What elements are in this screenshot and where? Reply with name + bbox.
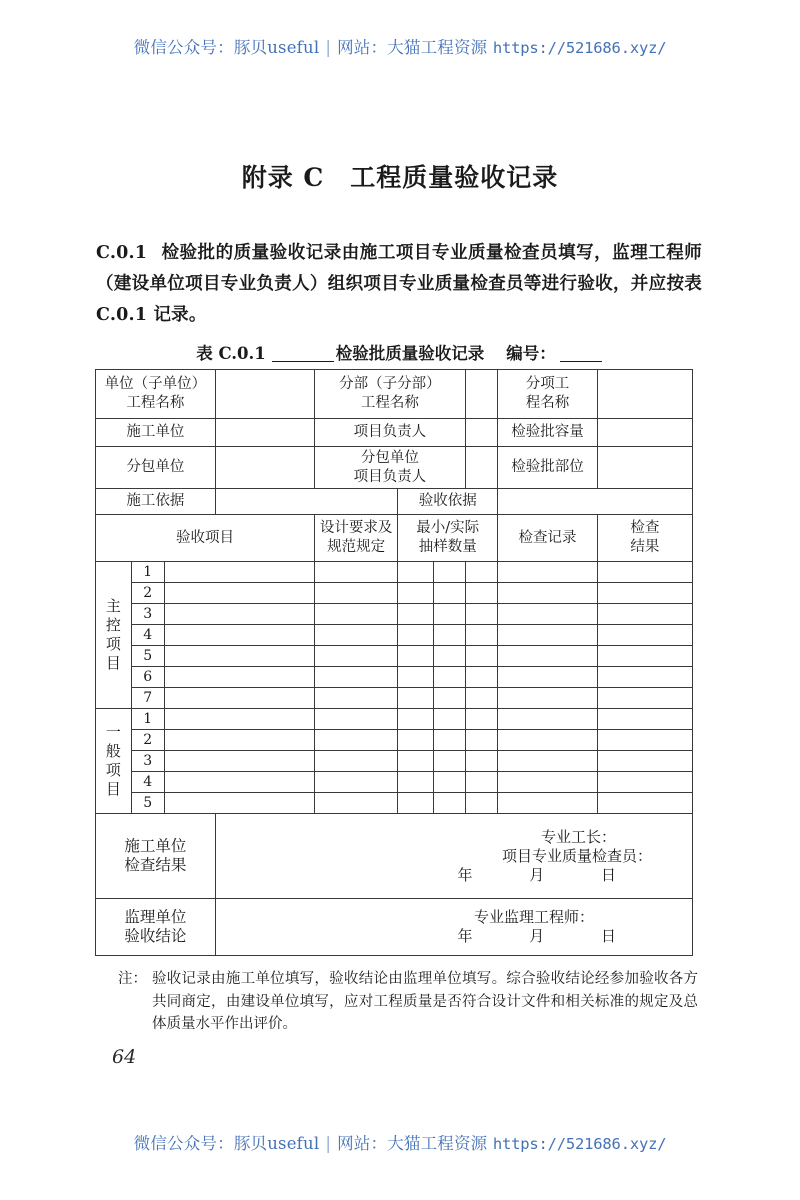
cell-result[interactable]: [597, 730, 692, 751]
contractor-date-line: 年 月 日: [457, 865, 642, 884]
row-index: 2: [131, 730, 164, 751]
table-row-basis: [96, 489, 693, 515]
cell-sample-a[interactable]: [398, 562, 434, 583]
cell-spec[interactable]: [315, 772, 398, 793]
cell-sample-b[interactable]: [433, 730, 465, 751]
cell-spec[interactable]: [315, 667, 398, 688]
cell-item-text[interactable]: [164, 772, 315, 793]
table-caption-number: 表 C.0.1: [196, 344, 266, 363]
table-caption-number-label: 编号：: [506, 344, 556, 363]
cell-sample-c[interactable]: [465, 646, 498, 667]
cell-record[interactable]: [498, 667, 597, 688]
table-row: [96, 688, 693, 709]
header-wechat-name: 豚贝useful: [233, 38, 320, 57]
row-index: 4: [131, 772, 164, 793]
table-row: [96, 730, 693, 751]
cell-result[interactable]: [597, 709, 692, 730]
cell-result[interactable]: [597, 583, 692, 604]
table-row: [96, 709, 693, 730]
supervisor-conclusion-label: [96, 899, 216, 956]
cell-record[interactable]: [498, 709, 597, 730]
subitem-project-label-line1: 分项工: [525, 376, 570, 392]
column-header-sampling: [398, 515, 498, 562]
cell-sample-c[interactable]: [465, 562, 498, 583]
cell-unit-project-value[interactable]: [215, 370, 314, 419]
clause-text: 检验批的质量验收记录由施工项目专业质量检查员填写，监理工程师（建设单位项目专业负责人）组织项目专业质量检查员等进行验收，并应按表 C.0.1 记录。: [96, 243, 702, 325]
cell-sample-c[interactable]: [465, 751, 498, 772]
cell-sample-c[interactable]: [465, 730, 498, 751]
cell-sample-c[interactable]: [465, 772, 498, 793]
column-header-item: 验收项目: [96, 515, 315, 562]
cell-sample-b[interactable]: [433, 793, 465, 814]
row-index: 1: [131, 709, 164, 730]
group-label-char-2: 控: [105, 616, 121, 634]
header-wechat-label: 微信公众号：: [133, 38, 234, 57]
group-label-char-4: 目: [105, 654, 121, 672]
cell-record[interactable]: [498, 730, 597, 751]
row-index: 4: [131, 625, 164, 646]
group-label-char-3: 项: [105, 761, 121, 779]
cell-subitem-project-value[interactable]: [597, 370, 692, 419]
appendix-title-text: 工程质量验收记录: [350, 163, 559, 192]
cell-sample-c[interactable]: [465, 625, 498, 646]
cell-sample-a[interactable]: [398, 604, 434, 625]
cell-result[interactable]: [597, 772, 692, 793]
cell-sample-a[interactable]: [398, 793, 434, 814]
row-index: 5: [131, 646, 164, 667]
group-label-main-control: [96, 562, 132, 709]
cell-sample-c[interactable]: [465, 709, 498, 730]
cell-sample-c[interactable]: [465, 604, 498, 625]
cell-spec[interactable]: [315, 793, 398, 814]
column-header-sampling-line2: 抽样数量: [418, 539, 477, 555]
column-header-record: 检查记录: [498, 515, 597, 562]
cell-record[interactable]: [498, 583, 597, 604]
row-index: 7: [131, 688, 164, 709]
table-row: [96, 772, 693, 793]
cell-acceptance-basis-value[interactable]: [498, 489, 693, 515]
group-label-general: [96, 709, 132, 814]
column-header-result-line2: 结果: [630, 539, 660, 555]
cell-sample-a[interactable]: [398, 730, 434, 751]
column-header-result: [597, 515, 692, 562]
appendix-label: 附录 C: [241, 163, 325, 192]
table-row: [96, 625, 693, 646]
cell-record[interactable]: [498, 646, 597, 667]
cell-sample-a[interactable]: [398, 646, 434, 667]
cell-result[interactable]: [597, 688, 692, 709]
cell-item-text[interactable]: [164, 583, 315, 604]
cell-sample-a[interactable]: [398, 667, 434, 688]
cell-division-project-value[interactable]: [465, 370, 498, 419]
column-header-spec-line1: 设计要求及: [319, 520, 393, 536]
cell-spec[interactable]: [315, 562, 398, 583]
page-header-watermark: [0, 34, 800, 58]
cell-contractor-label: 施工单位: [96, 419, 216, 447]
cell-item-text[interactable]: [164, 646, 315, 667]
table-row: [96, 667, 693, 688]
supervisor-engineer-signature-line: 专业监理工程师：: [473, 908, 594, 926]
row-index: 3: [131, 604, 164, 625]
footer-wechat-label: 微信公众号：: [133, 1134, 234, 1153]
row-index: 3: [131, 751, 164, 772]
footer-wechat-name: 豚贝useful: [233, 1134, 320, 1153]
foreman-signature-line: 专业工长：: [540, 827, 616, 846]
group-label-char-2: 般: [105, 742, 121, 760]
cell-spec[interactable]: [315, 688, 398, 709]
table-caption-number-blank: [560, 361, 602, 362]
cell-lot-capacity-label: 检验批容量: [498, 419, 597, 447]
cell-result[interactable]: [597, 793, 692, 814]
header-site-name: 大猫工程资源: [387, 38, 488, 57]
cell-project-manager-value[interactable]: [465, 419, 498, 447]
subcontractor-manager-label-line1: 分包单位: [360, 449, 419, 466]
cell-sample-c[interactable]: [465, 688, 498, 709]
unit-project-label-line1: 单位（子单位）: [104, 376, 207, 392]
group-label-char-1: 主: [105, 597, 121, 615]
note-text: 验收记录由施工单位填写，验收结论由监理单位填写。综合验收结论经参加验收各方共同商定，由建设单位填写，应对工程质量是否符合设计文件和相关标准的规定及总体质量水平作出评价。: [152, 971, 698, 1032]
cell-lot-capacity-value[interactable]: [597, 419, 692, 447]
table-row-supervisor-conclusion: [96, 899, 693, 956]
row-index: 5: [131, 793, 164, 814]
clause-number: C.0.1: [96, 243, 148, 263]
group-label-char-3: 项: [105, 635, 121, 653]
table-row-subcontractor: [96, 447, 693, 489]
footer-site-name: 大猫工程资源: [387, 1134, 488, 1153]
cell-sample-b[interactable]: [433, 625, 465, 646]
cell-contractor-value[interactable]: [215, 419, 314, 447]
cell-spec[interactable]: [315, 625, 398, 646]
contractor-conclusion-label: [96, 814, 216, 899]
group-label-char-4: 目: [105, 780, 121, 798]
division-project-label-line2: 工程名称: [360, 395, 419, 411]
table-row: [96, 562, 693, 583]
cell-spec[interactable]: [315, 709, 398, 730]
table-row: [96, 646, 693, 667]
footer-site-label: 网站：: [337, 1134, 388, 1153]
cell-result[interactable]: [597, 604, 692, 625]
cell-sample-b[interactable]: [433, 562, 465, 583]
cell-subcontractor-manager-value[interactable]: [465, 447, 498, 489]
cell-construction-basis-label: 施工依据: [96, 489, 216, 515]
cell-sample-c[interactable]: [465, 583, 498, 604]
header-url: https://521686.xyz/: [492, 39, 667, 57]
cell-result[interactable]: [597, 646, 692, 667]
appendix-title: [0, 158, 800, 194]
cell-result[interactable]: [597, 562, 692, 583]
table-caption: [96, 340, 702, 364]
cell-sample-b[interactable]: [433, 646, 465, 667]
cell-spec[interactable]: [315, 751, 398, 772]
table-row: [96, 751, 693, 772]
column-header-sampling-line1: 最小/实际: [416, 520, 480, 536]
cell-record[interactable]: [498, 688, 597, 709]
row-index: 6: [131, 667, 164, 688]
cell-sample-b[interactable]: [433, 688, 465, 709]
inspection-lot-form-table: [95, 369, 693, 956]
cell-acceptance-basis-label: 验收依据: [398, 489, 498, 515]
supervisor-date-line: 年 月 日: [457, 927, 642, 945]
cell-item-text[interactable]: [164, 625, 315, 646]
footer-url: https://521686.xyz/: [492, 1135, 667, 1153]
footer-separator: |: [325, 1134, 332, 1153]
cell-sample-b[interactable]: [433, 709, 465, 730]
supervisor-conclusion-label-line1: 监理单位: [124, 908, 187, 926]
header-separator: |: [325, 38, 332, 57]
cell-item-text[interactable]: [164, 604, 315, 625]
cell-lot-location-label: 检验批部位: [498, 447, 597, 489]
page-number: 64: [112, 1046, 137, 1068]
cell-sample-a[interactable]: [398, 709, 434, 730]
table-row: [96, 583, 693, 604]
page-footer-watermark: [0, 1130, 800, 1154]
cell-project-manager-label: 项目负责人: [315, 419, 466, 447]
row-index: 1: [131, 562, 164, 583]
cell-sample-a[interactable]: [398, 751, 434, 772]
cell-sample-b[interactable]: [433, 604, 465, 625]
cell-item-text[interactable]: [164, 667, 315, 688]
table-caption-title: 检验批质量验收记录: [335, 344, 485, 363]
cell-record[interactable]: [498, 793, 597, 814]
column-header-spec: [315, 515, 398, 562]
table-row-contractor-conclusion: [96, 814, 693, 899]
quality-inspector-signature-line: 项目专业质量检查员：: [501, 846, 652, 865]
cell-record[interactable]: [498, 772, 597, 793]
group-label-char-1: 一: [105, 723, 121, 741]
cell-sample-a[interactable]: [398, 583, 434, 604]
table-row: [96, 793, 693, 814]
cell-spec[interactable]: [315, 730, 398, 751]
division-project-label-line1: 分部（子分部）: [339, 376, 441, 392]
cell-result[interactable]: [597, 625, 692, 646]
cell-sample-a[interactable]: [398, 625, 434, 646]
supervisor-conclusion-body[interactable]: [215, 899, 692, 956]
cell-construction-basis-value[interactable]: [215, 489, 397, 515]
cell-sample-c[interactable]: [465, 793, 498, 814]
cell-item-text[interactable]: [164, 730, 315, 751]
cell-item-text[interactable]: [164, 688, 315, 709]
subcontractor-manager-label-line2: 项目负责人: [353, 468, 427, 485]
cell-lot-location-value[interactable]: [597, 447, 692, 489]
cell-record[interactable]: [498, 562, 597, 583]
cell-sample-b[interactable]: [433, 667, 465, 688]
cell-subcontractor-label: 分包单位: [96, 447, 216, 489]
cell-record[interactable]: [498, 751, 597, 772]
note-label: 注：: [118, 971, 147, 987]
cell-record[interactable]: [498, 625, 597, 646]
cell-sample-c[interactable]: [465, 667, 498, 688]
contractor-conclusion-label-line1: 施工单位: [124, 837, 187, 855]
row-index: 2: [131, 583, 164, 604]
cell-record[interactable]: [498, 604, 597, 625]
column-header-spec-line2: 规范规定: [327, 539, 386, 555]
cell-sample-b[interactable]: [433, 751, 465, 772]
contractor-conclusion-label-line2: 检查结果: [124, 856, 187, 874]
cell-spec[interactable]: [315, 604, 398, 625]
clause-paragraph: [96, 238, 702, 331]
contractor-conclusion-body[interactable]: [215, 814, 692, 899]
table-note: [118, 968, 698, 1036]
cell-division-project-label: [315, 370, 466, 419]
cell-result[interactable]: [597, 751, 692, 772]
cell-item-text[interactable]: [164, 562, 315, 583]
table-row-contractor: [96, 419, 693, 447]
header-site-label: 网站：: [337, 38, 388, 57]
table-caption-blank: [272, 361, 334, 362]
cell-sample-b[interactable]: [433, 772, 465, 793]
cell-unit-project-label: [96, 370, 216, 419]
subitem-project-label-line2: 程名称: [525, 395, 570, 411]
table-row: [96, 604, 693, 625]
cell-result[interactable]: [597, 667, 692, 688]
cell-subcontractor-manager-label: [315, 447, 466, 489]
unit-project-label-line2: 工程名称: [126, 395, 185, 411]
cell-sample-a[interactable]: [398, 688, 434, 709]
cell-spec[interactable]: [315, 646, 398, 667]
cell-item-text[interactable]: [164, 709, 315, 730]
table-row-column-headers: [96, 515, 693, 562]
cell-subitem-project-label: [498, 370, 597, 419]
cell-spec[interactable]: [315, 583, 398, 604]
cell-subcontractor-value[interactable]: [215, 447, 314, 489]
cell-item-text[interactable]: [164, 751, 315, 772]
table-row-project-names: [96, 370, 693, 419]
supervisor-conclusion-label-line2: 验收结论: [124, 927, 187, 945]
cell-item-text[interactable]: [164, 793, 315, 814]
cell-sample-b[interactable]: [433, 583, 465, 604]
cell-sample-a[interactable]: [398, 772, 434, 793]
column-header-result-line1: 检查: [630, 520, 660, 536]
